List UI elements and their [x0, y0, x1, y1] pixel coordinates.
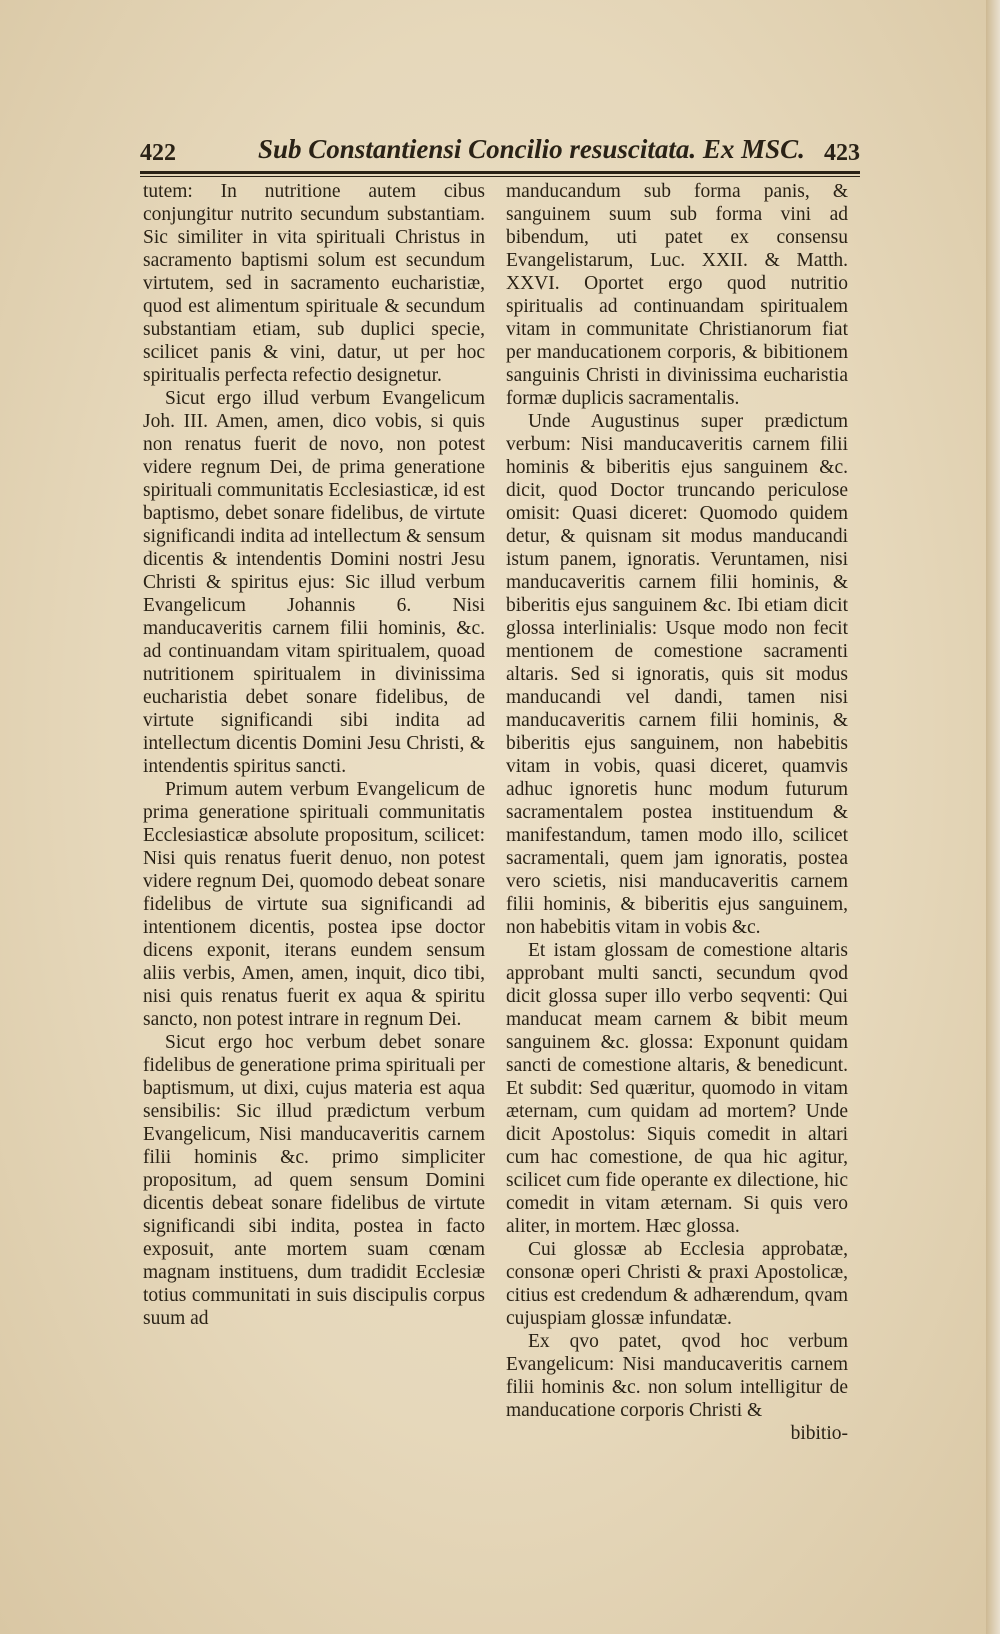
- page-header: [140, 134, 860, 174]
- page-number-left: 422: [140, 140, 176, 166]
- header-rule-thin: [140, 176, 860, 177]
- paragraph: Unde Augustinus super prædictum verbum: Nisi manducaveritis carnem filii hominis & biberitis ejus sanguinem &c. dicit, quod Doctor truncando periculose omisit: Quasi diceret: Quomodo quidem detur, & quisnam sit modus manducandi istum panem, ignoratis. Veruntamen, nisi manducaveritis carnem filii hominis, & biberitis ejus sanguinem &c. Ibi etiam dicit glossa interlinialis: Usque modo non fecit mentionem de comestione sacramenti altaris. Sed si ignoratis, quis sit modus manducandi vel dandi, tamen nisi manducaveritis carnem filii hominis, & biberitis ejus sanguinem, non habebitis vitam in vobis, quasi diceret, quamvis adhuc ignoretis hunc modum futurum sacramentalem postea instituendum & manifestandum, tamen modo illo, scilicet sacramentali, quem jam ignoratis, postea vero scietis, nisi manducaveritis carnem filii hominis, & biberitis ejus sanguinem, non habebitis vitam in vobis &c.: [506, 411, 848, 938]
- page-edge: [986, 0, 1000, 1634]
- header-rule: [140, 171, 860, 174]
- page-number-right: 423: [824, 140, 860, 166]
- paragraph: Et istam glossam de comestione altaris approbant multi sancti, secundum qvod dicit glossa super illo verbo seqventi: Qui manducat meam carnem & bibit meum sanguinem &c. glossa: Exponunt quidam sancti de comestione altaris, & benedicunt. Et subdit: Sed quæritur, quomodo in vitam æternam, cum quidam ad mortem? Unde dicit Apostolus: Siquis comedit in altari cum hac comestione, de qua hic agitur, scilicet cum fide operante ex dilectione, hic comedit in vitam æternam. Si quis vero aliter, in mortem. Hæc glossa.: [506, 940, 848, 1237]
- paragraph: Sicut ergo hoc verbum debet sonare fidelibus de generatione prima spirituali per baptismum, ut dixi, cujus materia est aqua sensibilis: Sic illud prædictum verbum Evangelicum, Nisi manducaveritis carnem filii hominis &c. primo simpliciter propositum, ad quem sensum Domini dicentis debeat sonare fidelibus de virtute significandi sibi indita, postea in facto exposuit, ante mortem suam cœnam magnam instituens, dum tradidit Ecclesiæ totius communitati in suis discipulis corpus suum ad: [143, 1032, 485, 1329]
- paragraph: Primum autem verbum Evangelicum de prima generatione spirituali communitatis Ecclesiasticæ absolute propositum, scilicet: Nisi quis renatus fuerit denuo, non potest videre regnum Dei, quomodo debeat sonare fidelibus de virtute sua significandi ad intentionem dicentis, postea ipse doctor dicens exponit, iterans eundem sensum aliis verbis, Amen, amen, inquit, dico tibi, nisi quis renatus fuerit ex aqua & spiritu sancto, non potest intrare in regnum Dei.: [143, 779, 485, 1030]
- running-title: Sub Constantiensi Concilio resuscitata. Ex MSC.: [258, 134, 805, 164]
- paragraph: manducandum sub forma panis, & sanguinem suum sub forma vini ad bibendum, uti patet ex consensu Evangelistarum, Luc. XXII. & Matth. XXVI. Oportet ergo quod nutritio spiritualis ad continuandam spiritualem vitam in communitate Christianorum fiat per manducationem corporis, & bibitionem sanguinis Christi in divinissima eucharistia formæ duplicis sacramentalis.: [506, 181, 848, 409]
- paragraph: Cui glossæ ab Ecclesia approbatæ, consonæ operi Christi & praxi Apostolicæ, citius est credendum & adhærendum, qvam cujuspiam glossæ infundatæ.: [506, 1239, 848, 1329]
- catchword: bibitio-: [790, 1423, 848, 1444]
- right-column: [506, 180, 848, 1445]
- paragraph: tutem: In nutritione autem cibus conjungitur nutrito secundum substantiam. Sic similiter in vita spirituali Christus in sacramento baptismi solum est secundum virtutem, sed in sacramento eucharistiæ, quod est alimentum spirituale & secundum substantiam etiam, sub duplici specie, scilicet panis & vini, datur, ut per hoc spiritualis perfecta refectio designetur.: [143, 181, 485, 386]
- paragraph: Sicut ergo illud verbum Evangelicum Joh. III. Amen, amen, dico vobis, si quis non renatus fuerit de novo, non potest videre regnum Dei, de prima generatione spirituali communitatis Ecclesiasticæ, id est baptismo, debet sonare fidelibus, de virtute significandi indita ad intellectum & sensum dicentis & intendentis Domini nostri Jesu Christi & spiritus ejus: Sic illud verbum Evangelicum Johannis 6. Nisi manducaveritis carnem filii hominis, &c. ad continuandam vitam spiritualem, quoad nutritionem spiritualem in divinissima eucharistia debet sonare fidelibus, de virtute significandi sibi indita ad intellectum dicentis Domini Jesu Christi, & intendentis spiritus sancti.: [143, 388, 485, 777]
- left-column: [143, 180, 485, 1330]
- paragraph: Ex qvo patet, qvod hoc verbum Evangelicum: Nisi manducaveritis carnem filii hominis &c. non solum intelligitur de manducatione corporis Christi &: [506, 1331, 848, 1421]
